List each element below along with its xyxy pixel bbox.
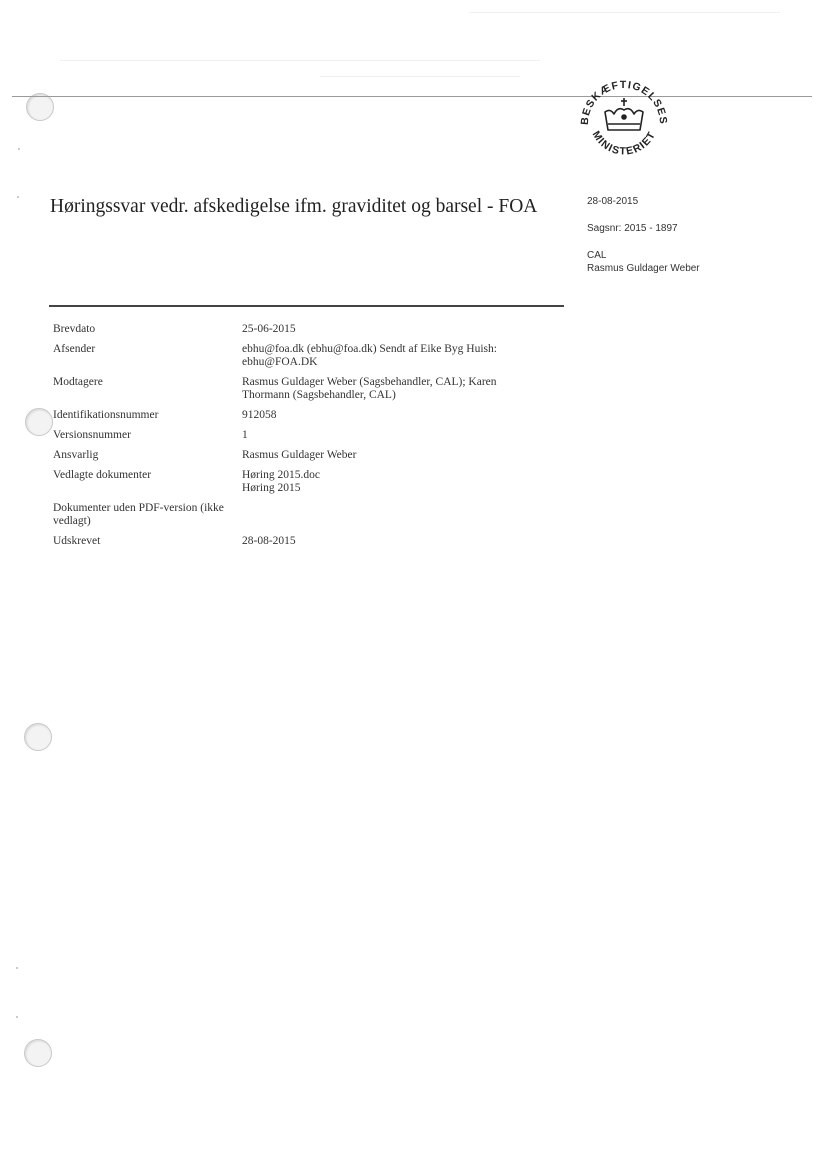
metadata-row <box>53 323 532 343</box>
metadata-value: Rasmus Guldager Weber <box>242 449 357 461</box>
metadata-label: Dokumenter uden PDF-version (ikke vedlagt) <box>53 502 224 527</box>
metadata-label: Modtagere <box>53 376 103 388</box>
punch-hole-4 <box>24 1039 52 1067</box>
metadata-value: Rasmus Guldager Weber (Sagsbehandler, CAL); Karen Thormann (Sagsbehandler, CAL) <box>242 376 497 401</box>
metadata-row <box>53 429 532 449</box>
title-rule <box>49 305 564 307</box>
metadata-value: 912058 <box>242 409 277 421</box>
logo-text-bottom: MINISTERIET <box>589 129 659 158</box>
metadata-row <box>53 409 532 429</box>
metadata-row <box>53 449 532 469</box>
side-unit: CAL <box>587 250 607 261</box>
metadata-row <box>53 502 532 535</box>
header-rule <box>12 96 812 97</box>
punch-hole-1 <box>26 93 54 121</box>
metadata-label: Versionsnummer <box>53 429 131 441</box>
side-case-number: Sagsnr: 2015 - 1897 <box>587 223 678 234</box>
side-date: 28-08-2015 <box>587 196 639 207</box>
speck <box>16 1016 18 1018</box>
metadata-label: Identifikationsnummer <box>53 409 159 421</box>
document-title: Høringssvar vedr. afskedigelse ifm. graviditet og barsel - FOA <box>50 196 538 217</box>
speck <box>16 967 18 969</box>
punch-hole-2 <box>25 408 53 436</box>
metadata-table <box>53 323 532 555</box>
metadata-label: Udskrevet <box>53 535 101 547</box>
metadata-row <box>53 535 532 555</box>
metadata-value: 1 <box>242 429 248 441</box>
metadata-value <box>242 502 532 535</box>
metadata-label: Ansvarlig <box>53 449 99 461</box>
punch-hole-3 <box>24 723 52 751</box>
metadata-row <box>53 343 532 376</box>
metadata-label: Afsender <box>53 343 96 355</box>
show-through-line <box>470 12 780 13</box>
logo-text-top: BESKÆFTIGELSES <box>578 78 670 126</box>
side-person: Rasmus Guldager Weber <box>587 263 700 274</box>
show-through-line <box>320 76 520 77</box>
speck <box>17 196 19 198</box>
metadata-value: 28-08-2015 <box>242 535 296 547</box>
metadata-row <box>53 376 532 409</box>
metadata-value: Høring 2015.doc Høring 2015 <box>242 469 320 494</box>
metadata-row <box>53 469 532 502</box>
ministry-crown-logo <box>578 72 670 172</box>
crown-icon <box>605 98 643 130</box>
metadata-value: 25-06-2015 <box>242 323 296 335</box>
metadata-label: Vedlagte dokumenter <box>53 469 152 481</box>
metadata-value: ebhu@foa.dk (ebhu@foa.dk) Sendt af Eike Byg Huish: ebhu@FOA.DK <box>242 343 497 368</box>
metadata-label: Brevdato <box>53 323 96 335</box>
speck <box>18 148 20 150</box>
show-through-line <box>60 60 540 61</box>
